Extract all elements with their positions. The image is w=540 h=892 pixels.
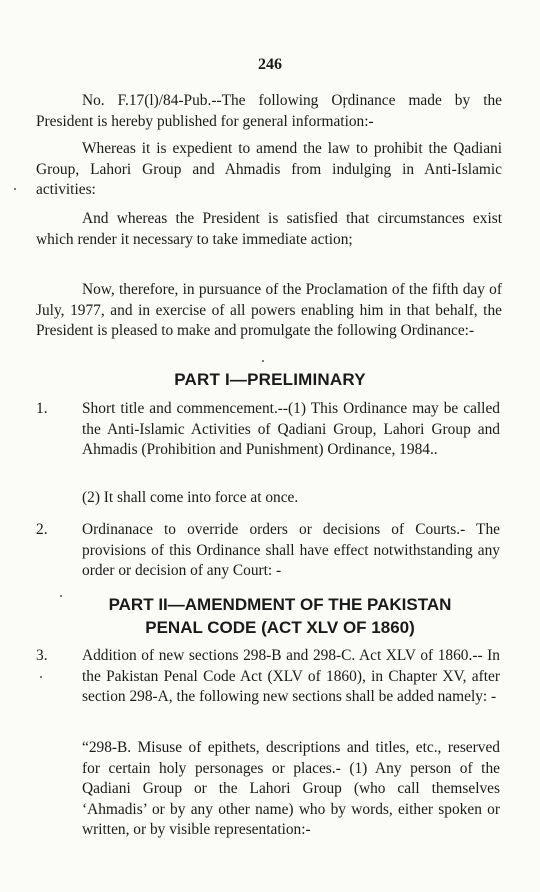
section1-text: Short title and commencement.--(1) This Ordinance may be called the Anti-Islamic Activities of Qadiani Group, Lahori Group and Ahmadis (Prohibition and Punishment) Ordinance, 1984.. bbox=[82, 400, 500, 458]
part2-heading-line2: PENAL CODE (ACT XLV OF 1860) bbox=[145, 618, 415, 637]
intro-now-therefore bbox=[36, 280, 502, 342]
scan-speck bbox=[14, 188, 16, 190]
section3-number: 3. bbox=[36, 647, 48, 664]
section2-text: Ordinanace to override orders or decisions of Courts.- The provisions of this Ordinance shall have effect notwithstanding any order or decision of any Court: - bbox=[82, 521, 500, 579]
part2-heading-line1: PART II—AMENDMENT OF THE PAKISTAN bbox=[108, 595, 452, 614]
section3-text: Addition of new sections 298-B and 298-C. Act XLV of 1860.-- In the Pakistan Penal Code Act (XLV of 1860), in Chapter XV, after section 298-A, the following new sections shall be added namely: - bbox=[82, 647, 500, 705]
section1-number: 1. bbox=[36, 400, 48, 417]
page-number: 246 bbox=[258, 56, 282, 73]
part1-heading: PART I—PRELIMINARY bbox=[174, 370, 366, 389]
section1-subsection2: (2) It shall come into force at once. bbox=[82, 489, 299, 506]
scan-speck bbox=[40, 676, 42, 678]
section2-number: 2. bbox=[36, 521, 48, 538]
scan-speck bbox=[262, 360, 264, 362]
intro-and-whereas-text: And whereas the President is satisfied that circumstances exist which render it necessary to take immediate action; bbox=[36, 210, 502, 248]
section3-quote: “298-B. Misuse of epithets, descriptions and titles, etc., reserved for certain holy personages or places.- (1) Any person of the Qadiani Group or the Lahori Group (who call themselves ‘Ahmadis’ or by any other name) who by words, either spoken or written, or by visible representation:- bbox=[82, 739, 500, 838]
intro-whereas-text: Whereas it is expedient to amend the law to prohibit the Qadiani Group, Lahori Group and Ahmadis from indulging in Anti-Islamic activities: bbox=[36, 140, 502, 198]
part2-heading bbox=[60, 593, 500, 639]
intro-now-therefore-text: Now, therefore, in pursuance of the Proclamation of the fifth day of July, 1977, and in exercise of all powers enabling him in that behalf, the President is pleased to make and promulgate the following Ordinance:- bbox=[36, 281, 502, 339]
intro-and-whereas bbox=[36, 209, 502, 250]
intro-whereas bbox=[36, 139, 502, 201]
intro-notification-text: No. F.17(l)/84-Pub.--The following Oŗdinance made by the President is hereby published for general information:- bbox=[36, 92, 502, 130]
intro-notification bbox=[36, 91, 502, 132]
scan-speck bbox=[60, 595, 62, 597]
